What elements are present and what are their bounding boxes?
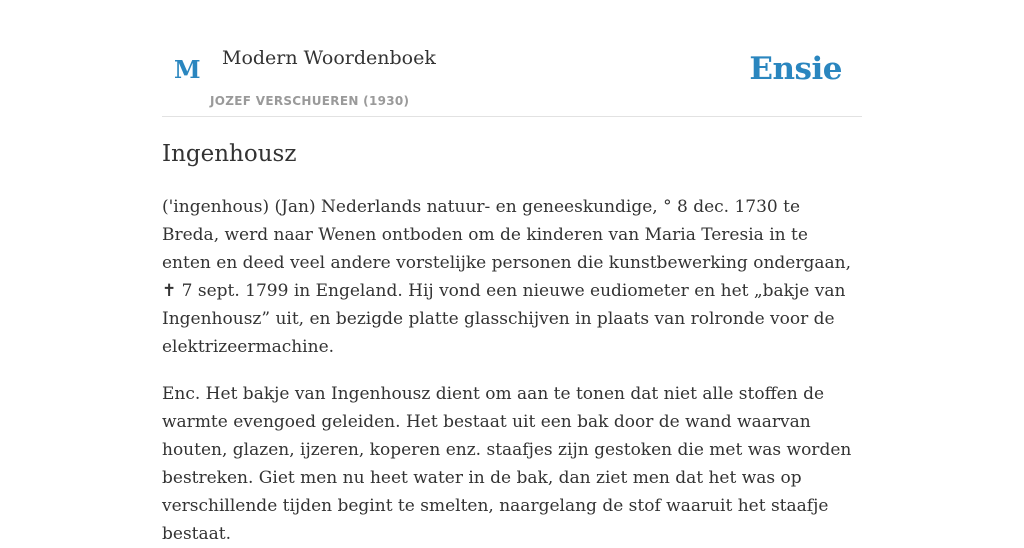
entry-title: Ingenhousz	[162, 141, 297, 167]
book-title[interactable]: Modern Woordenboek	[222, 47, 436, 69]
entry-article	[162, 136, 862, 548]
entry-paragraph: ('ingenhous) (Jan) Nederlands natuur- en geneeskundige, ° 8 dec. 1730 te Breda, werd naar Wenen ontboden om de kinderen van Maria Teresia in te enten en deed veel andere vorstelijke personen die kunstbewerking ondergaan, ✝ 7 sept. 1799 in Engeland. Hij vond een nieuwe eudiometer en het „bakje van Ingenhousz” uit, en bezigde platte glasschijven in plaats van rolronde voor de elektrizeermachine.	[162, 197, 851, 357]
book-author: JOZEF VERSCHUEREN (1930)	[210, 94, 410, 108]
entry-paragraph: Enc. Het bakje van Ingenhousz dient om aan te tonen dat niet alle stoffen de warmte evengoed geleiden. Het bestaat uit een bak door de wand waarvan houten, glazen, ijzeren, koperen enz. staafjes zijn gestoken die met was worden bestreken. Giet men nu heet water in de bak, dan ziet men dat het was op verschillende tijden begint te smelten, naargelang de stof waaruit het staafje bestaat.	[162, 384, 852, 544]
ensie-logo[interactable]: Ensie	[749, 51, 842, 87]
book-logo[interactable]: M	[174, 55, 201, 84]
entry-body	[162, 193, 862, 548]
page-header	[162, 0, 862, 117]
